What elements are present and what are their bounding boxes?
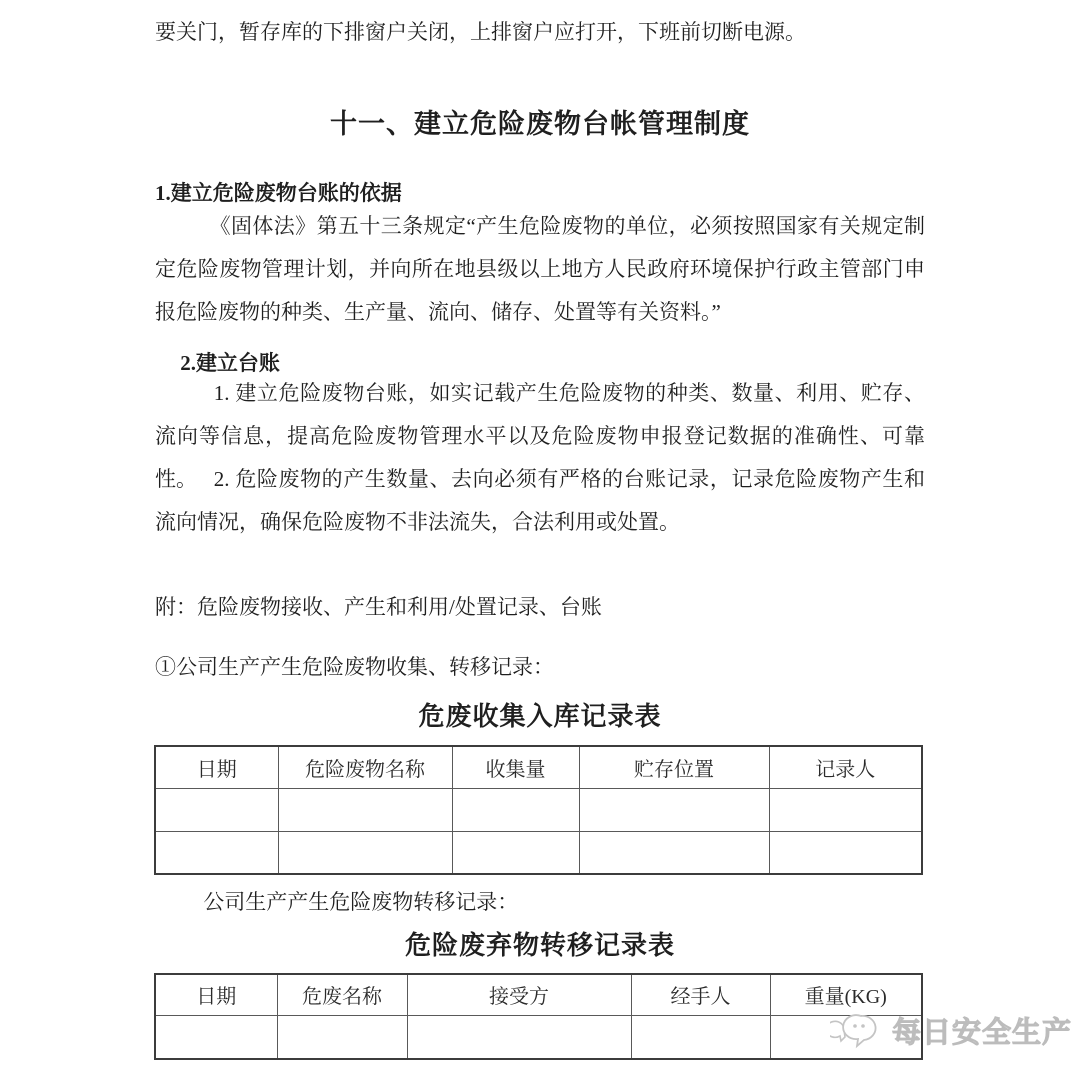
- table-cell: [631, 1015, 770, 1059]
- table-cell: [278, 788, 452, 831]
- table-cell: [278, 831, 452, 874]
- ledger-item-1: 1. 建立危险废物台账，如实记载产生危险废物的种类、数量、利用、贮存、流向等信息，提高危险废物管理水平以及危险废物申报登记数据的准确性、可靠性。: [155, 381, 925, 491]
- collection-record-table: [154, 745, 923, 875]
- table-header-row: [155, 746, 922, 788]
- table-cell: [452, 788, 579, 831]
- transfer-note: 公司生产产生危险废物转移记录：: [203, 890, 519, 914]
- ledger-item-2: 2. 危险废物的产生数量、去向必须有严格的台账记录，记录危险废物产生和流向情况，确保危险废物不非法流失，合法利用或处置。: [155, 467, 925, 534]
- attachment-line: 附：危险废物接收、产生和利用/处置记录、台账: [155, 595, 602, 619]
- collection-note: ①公司生产产生危险废物收集、转移记录：: [155, 655, 554, 679]
- table-cell: [770, 1015, 922, 1059]
- page-title: 十一、建立危险废物台帐管理制度: [330, 109, 750, 139]
- table-cell: [277, 1015, 407, 1059]
- table-row: [155, 788, 922, 831]
- section-heading-basis: 1.建立危险废物台账的依据: [155, 181, 402, 205]
- table-header-cell: 收集量: [452, 746, 579, 788]
- table-cell: [769, 788, 922, 831]
- section-heading-ledger: 2.建立台账: [180, 351, 280, 375]
- transfer-record-table: [154, 973, 923, 1060]
- table-cell: [155, 788, 278, 831]
- table-header-cell: 日期: [155, 974, 277, 1015]
- table-cell: [407, 1015, 631, 1059]
- table-row: [155, 831, 922, 874]
- table-header-cell: 重量(KG): [770, 974, 922, 1015]
- table-cell: [579, 831, 769, 874]
- watermark-text: 每日安全生产: [892, 1017, 1073, 1049]
- table-cell: [579, 788, 769, 831]
- table-header-cell: 日期: [155, 746, 278, 788]
- table-header-cell: 接受方: [407, 974, 631, 1015]
- table-header-cell: 危废名称: [277, 974, 407, 1015]
- table-header-cell: 记录人: [769, 746, 922, 788]
- table-header-cell: 危险废物名称: [278, 746, 452, 788]
- table-cell: [155, 1015, 277, 1059]
- intro-line: 要关门，暂存库的下排窗户关闭，上排窗户应打开，下班前切断电源。: [155, 20, 806, 44]
- table-cell: [452, 831, 579, 874]
- table-header-cell: 贮存位置: [579, 746, 769, 788]
- basis-paragraph: 《固体法》第五十三条规定“产生危险废物的单位，必须按照国家有关规定制定危险废物管理计划，并向所在地县级以上地方人民政府环境保护行政主管部门申报危险废物的种类、生产量、流向、储存、处置等有关资料。”: [155, 214, 925, 324]
- table2-title: 危险废弃物转移记录表: [404, 931, 675, 960]
- table-cell: [769, 831, 922, 874]
- table1-title: 危废收集入库记录表: [418, 702, 662, 731]
- table-cell: [155, 831, 278, 874]
- table-header-cell: 经手人: [631, 974, 770, 1015]
- table-row: [155, 1015, 922, 1059]
- table-header-row: [155, 974, 922, 1015]
